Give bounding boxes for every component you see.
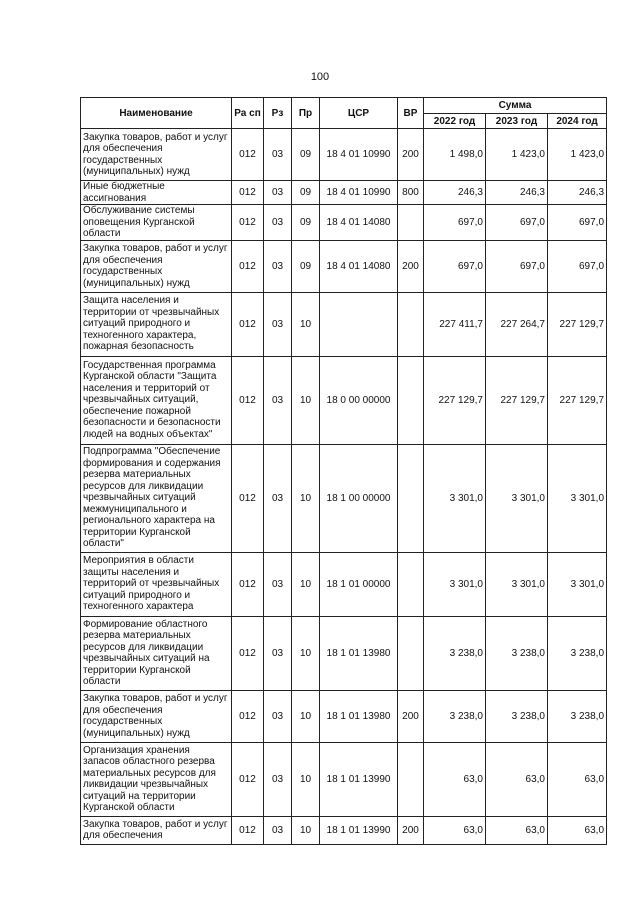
cell-rz: 03 (264, 240, 292, 292)
cell-pr: 09 (292, 129, 320, 181)
cell-name: Закупка товаров, работ и услуг для обеспечения государственных (муниципальных) нужд (81, 129, 232, 181)
cell-csr: 18 1 01 13980 (320, 616, 398, 690)
header-csr: ЦСР (320, 98, 398, 129)
cell-y2022: 697,0 (424, 205, 486, 241)
cell-rz: 03 (264, 356, 292, 444)
table-row (81, 240, 607, 292)
cell-csr: 18 1 01 13980 (320, 690, 398, 742)
table-row (81, 292, 607, 356)
cell-y2024: 3 301,0 (548, 552, 607, 616)
cell-vr: 200 (398, 816, 424, 844)
cell-name: Защита населения и территории от чрезвычайных ситуаций природного и техногенного характера, пожарная безопасность (81, 292, 232, 356)
header-rasp: Ра сп (232, 98, 264, 129)
cell-y2022: 3 301,0 (424, 552, 486, 616)
cell-name: Государственная программа Курганской области "Защита населения и территорий от чрезвычайных ситуаций, обеспечение пожарной безопасности и безопасности людей на водных объектах" (81, 356, 232, 444)
cell-y2023: 227 264,7 (486, 292, 548, 356)
cell-y2024: 3 238,0 (548, 616, 607, 690)
cell-y2023: 3 238,0 (486, 690, 548, 742)
cell-rz: 03 (264, 552, 292, 616)
cell-csr: 18 1 00 00000 (320, 444, 398, 552)
table-row (81, 816, 607, 844)
cell-y2023: 3 301,0 (486, 444, 548, 552)
cell-name: Организация хранения запасов областного резерва материальных ресурсов для ликвидации чрезвычайных ситуаций на территории Курганской области (81, 742, 232, 816)
cell-csr: 18 4 01 10990 (320, 129, 398, 181)
cell-rasp: 012 (232, 690, 264, 742)
cell-rasp: 012 (232, 742, 264, 816)
cell-rasp: 012 (232, 129, 264, 181)
cell-csr: 18 1 01 00000 (320, 552, 398, 616)
table-row (81, 129, 607, 181)
cell-rz: 03 (264, 129, 292, 181)
table-body (81, 129, 607, 845)
cell-y2024: 697,0 (548, 240, 607, 292)
cell-y2023: 697,0 (486, 205, 548, 241)
header-rz: Рз (264, 98, 292, 129)
cell-rz: 03 (264, 816, 292, 844)
cell-y2024: 1 423,0 (548, 129, 607, 181)
cell-name: Закупка товаров, работ и услуг для обеспечения государственных (муниципальных) нужд (81, 240, 232, 292)
cell-rz: 03 (264, 616, 292, 690)
cell-csr: 18 1 01 13990 (320, 742, 398, 816)
cell-name: Закупка товаров, работ и услуг для обеспечения государственных (муниципальных) нужд (81, 690, 232, 742)
cell-y2024: 3 238,0 (548, 690, 607, 742)
cell-csr: 18 4 01 14080 (320, 205, 398, 241)
table-row (81, 356, 607, 444)
cell-rasp: 012 (232, 552, 264, 616)
cell-name: Формирование областного резерва материальных ресурсов для ликвидации чрезвычайных ситуаций на территории Курганской области (81, 616, 232, 690)
cell-y2024: 3 301,0 (548, 444, 607, 552)
cell-name: Мероприятия в области защиты населения и территорий от чрезвычайных ситуаций природного и техногенного характера (81, 552, 232, 616)
cell-y2023: 1 423,0 (486, 129, 548, 181)
cell-y2024: 246,3 (548, 181, 607, 205)
cell-pr: 09 (292, 181, 320, 205)
cell-y2023: 3 301,0 (486, 552, 548, 616)
cell-rz: 03 (264, 690, 292, 742)
cell-csr: 18 0 00 00000 (320, 356, 398, 444)
cell-vr (398, 356, 424, 444)
cell-pr: 10 (292, 444, 320, 552)
cell-y2023: 63,0 (486, 816, 548, 844)
cell-vr (398, 205, 424, 241)
header-name: Наименование (81, 98, 232, 129)
table-row (81, 616, 607, 690)
page-number: 100 (310, 71, 330, 83)
cell-csr (320, 292, 398, 356)
table-row (81, 690, 607, 742)
cell-vr: 200 (398, 690, 424, 742)
cell-rz: 03 (264, 742, 292, 816)
cell-pr: 10 (292, 690, 320, 742)
cell-y2022: 697,0 (424, 240, 486, 292)
cell-pr: 10 (292, 552, 320, 616)
header-2024: 2024 год (548, 114, 607, 129)
budget-table (80, 97, 607, 845)
cell-csr: 18 4 01 14080 (320, 240, 398, 292)
cell-y2024: 63,0 (548, 742, 607, 816)
cell-rz: 03 (264, 444, 292, 552)
cell-rasp: 012 (232, 292, 264, 356)
header-2023: 2023 год (486, 114, 548, 129)
cell-vr (398, 292, 424, 356)
header-sum: Сумма (424, 98, 607, 114)
cell-rasp: 012 (232, 205, 264, 241)
cell-y2023: 697,0 (486, 240, 548, 292)
cell-rz: 03 (264, 181, 292, 205)
header-pr: Пр (292, 98, 320, 129)
cell-pr: 09 (292, 240, 320, 292)
table-row (81, 742, 607, 816)
cell-pr: 10 (292, 292, 320, 356)
cell-vr (398, 742, 424, 816)
cell-y2022: 63,0 (424, 816, 486, 844)
cell-rasp: 012 (232, 181, 264, 205)
cell-y2024: 63,0 (548, 816, 607, 844)
cell-y2024: 227 129,7 (548, 292, 607, 356)
cell-csr: 18 4 01 10990 (320, 181, 398, 205)
cell-y2022: 3 301,0 (424, 444, 486, 552)
cell-y2022: 246,3 (424, 181, 486, 205)
cell-y2022: 3 238,0 (424, 616, 486, 690)
header-2022: 2022 год (424, 114, 486, 129)
cell-y2022: 227 129,7 (424, 356, 486, 444)
cell-vr (398, 552, 424, 616)
cell-vr: 200 (398, 240, 424, 292)
cell-name: Иные бюджетные ассигнования (81, 181, 232, 205)
cell-rasp: 012 (232, 356, 264, 444)
cell-rasp: 012 (232, 816, 264, 844)
table-row (81, 552, 607, 616)
cell-y2023: 246,3 (486, 181, 548, 205)
cell-pr: 10 (292, 356, 320, 444)
cell-pr: 10 (292, 742, 320, 816)
cell-name: Обслуживание системы оповещения Курганской области (81, 205, 232, 241)
cell-y2023: 63,0 (486, 742, 548, 816)
cell-rz: 03 (264, 292, 292, 356)
cell-y2022: 63,0 (424, 742, 486, 816)
cell-pr: 10 (292, 616, 320, 690)
cell-pr: 10 (292, 816, 320, 844)
cell-vr (398, 444, 424, 552)
cell-rasp: 012 (232, 616, 264, 690)
cell-y2023: 227 129,7 (486, 356, 548, 444)
table-row (81, 181, 607, 205)
cell-y2023: 3 238,0 (486, 616, 548, 690)
cell-y2022: 227 411,7 (424, 292, 486, 356)
cell-rasp: 012 (232, 444, 264, 552)
cell-csr: 18 1 01 13990 (320, 816, 398, 844)
cell-name: Закупка товаров, работ и услуг для обеспечения (81, 816, 232, 844)
cell-pr: 09 (292, 205, 320, 241)
header-vr: ВР (398, 98, 424, 129)
cell-y2022: 1 498,0 (424, 129, 486, 181)
cell-y2024: 697,0 (548, 205, 607, 241)
cell-y2022: 3 238,0 (424, 690, 486, 742)
cell-name: Подпрограмма "Обеспечение формирования и содержания резерва материальных ресурсов для ликвидации чрезвычайных ситуаций межмуниципального и регионального характера на территории Курганской области" (81, 444, 232, 552)
cell-vr: 200 (398, 129, 424, 181)
cell-rasp: 012 (232, 240, 264, 292)
cell-vr: 800 (398, 181, 424, 205)
table-row (81, 205, 607, 241)
cell-rz: 03 (264, 205, 292, 241)
cell-y2024: 227 129,7 (548, 356, 607, 444)
table-row (81, 444, 607, 552)
cell-vr (398, 616, 424, 690)
